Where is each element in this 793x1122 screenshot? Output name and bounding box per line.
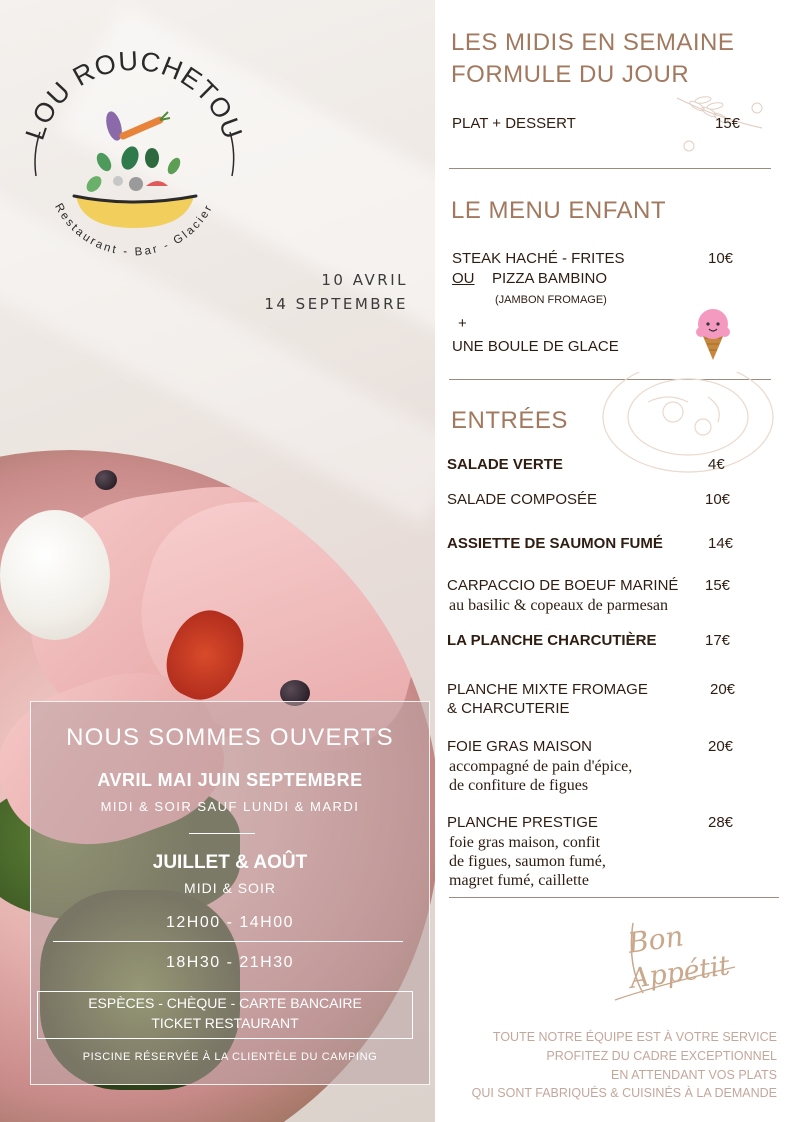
enfant-line1: STEAK HACHÉ - FRITES xyxy=(452,250,625,267)
footer-line: PROFITEZ DU CADRE EXCEPTIONNEL xyxy=(546,1049,777,1063)
season-end: 14 SEPTEMBRE xyxy=(264,295,408,313)
entree-price: 20€ xyxy=(708,738,734,755)
entree-name: PLANCHE PRESTIGE xyxy=(447,814,598,831)
entree-name: SALADE COMPOSÉE xyxy=(447,491,598,508)
bon-appetit-script xyxy=(595,905,745,1010)
entree-price: 20€ xyxy=(710,681,736,698)
entree-description: de figues, saumon fumé, xyxy=(449,853,606,870)
enfant-line3: UNE BOULE DE GLACE xyxy=(452,338,619,355)
opening-title: NOUS SOMMES OUVERTS xyxy=(66,724,394,751)
logo-tagline: Restaurant - Bar - Glacier xyxy=(52,201,216,259)
entree-description: accompagné de pain d'épice, xyxy=(449,758,633,775)
midis-price: 15€ xyxy=(715,115,741,132)
restaurant-logo xyxy=(18,36,250,276)
bon-appetit-line1: Bon xyxy=(625,919,686,960)
payment-methods-box xyxy=(37,991,413,1039)
entree-price: 17€ xyxy=(705,632,731,649)
pool-note: PISCINE RÉSERVÉE À LA CLIENTÈLE DU CAMPING xyxy=(82,1051,378,1063)
entree-name: FOIE GRAS MAISON xyxy=(447,738,593,755)
season-dates xyxy=(190,268,408,316)
entree-name: CARPACCIO DE BOEUF MARINÉ xyxy=(447,577,679,594)
season-start: 10 AVRIL xyxy=(321,271,408,289)
divider xyxy=(189,833,255,834)
opening-summer-note: MIDI & SOIR xyxy=(184,880,276,896)
entree-description: au basilic & copeaux de parmesan xyxy=(449,597,669,614)
entree-price: 15€ xyxy=(705,577,731,594)
enfant-line2: PIZZA BAMBINO xyxy=(492,270,608,287)
entree-price: 10€ xyxy=(705,491,731,508)
footer-line: QUI SONT FABRIQUÉS & CUISINÉS À LA DEMANDE xyxy=(471,1086,777,1100)
midis-title-line2: FORMULE DU JOUR xyxy=(451,61,690,88)
separator xyxy=(449,897,779,898)
divider xyxy=(53,941,403,942)
midis-title-line1: LES MIDIS EN SEMAINE xyxy=(451,29,735,56)
enfant-plus: + xyxy=(458,315,467,332)
entree-description: de confiture de figues xyxy=(449,777,589,794)
mozzarella xyxy=(0,510,110,640)
opening-info-box xyxy=(30,701,430,1085)
payment-line: ESPÈCES - CHÈQUE - CARTE BANCAIRE xyxy=(88,995,362,1011)
payment-line: TICKET RESTAURANT xyxy=(151,1015,299,1031)
entree-price: 4€ xyxy=(708,456,725,473)
footer-line: TOUTE NOTRE ÉQUIPE EST À VOTRE SERVICE xyxy=(492,1030,777,1044)
entree-description: magret fumé, caillette xyxy=(449,872,589,889)
enfant-title: LE MENU ENFANT xyxy=(451,197,667,224)
entree-description: foie gras maison, confit xyxy=(449,834,601,851)
bon-appetit-line2: Appétit xyxy=(627,950,732,995)
opening-summer: JUILLET & AOÛT xyxy=(152,852,308,873)
enfant-or: OU xyxy=(452,270,475,287)
entree-name-line2: & CHARCUTERIE xyxy=(447,700,570,717)
logo-name: LOU ROUCHETOU xyxy=(19,45,249,144)
entree-name: LA PLANCHE CHARCUTIÈRE xyxy=(447,632,657,649)
opening-months: AVRIL MAI JUIN SEPTEMBRE xyxy=(97,770,363,790)
entree-price: 14€ xyxy=(708,535,734,552)
plate-icon xyxy=(578,372,778,482)
ice-cream-icon xyxy=(687,304,739,362)
separator xyxy=(449,168,771,169)
midis-item: PLAT + DESSERT xyxy=(452,115,576,132)
hours-lunch: 12H00 - 14H00 xyxy=(165,914,294,931)
menu-panel xyxy=(435,0,793,1122)
entree-price: 28€ xyxy=(708,814,734,831)
opening-months-note: MIDI & SOIR SAUF LUNDI & MARDI xyxy=(100,799,360,814)
enfant-price: 10€ xyxy=(708,250,734,267)
hours-dinner: 18H30 - 21H30 xyxy=(165,954,294,971)
entrees-title: ENTRÉES xyxy=(451,407,568,434)
entree-name: ASSIETTE DE SAUMON FUMÉ xyxy=(447,535,663,552)
olive xyxy=(95,470,117,490)
enfant-line2-note: (JAMBON FROMAGE) xyxy=(495,294,607,306)
footer-line: EN ATTENDANT VOS PLATS xyxy=(610,1068,777,1082)
entree-name: SALADE VERTE xyxy=(447,456,563,473)
entree-name: PLANCHE MIXTE FROMAGE xyxy=(447,681,648,698)
